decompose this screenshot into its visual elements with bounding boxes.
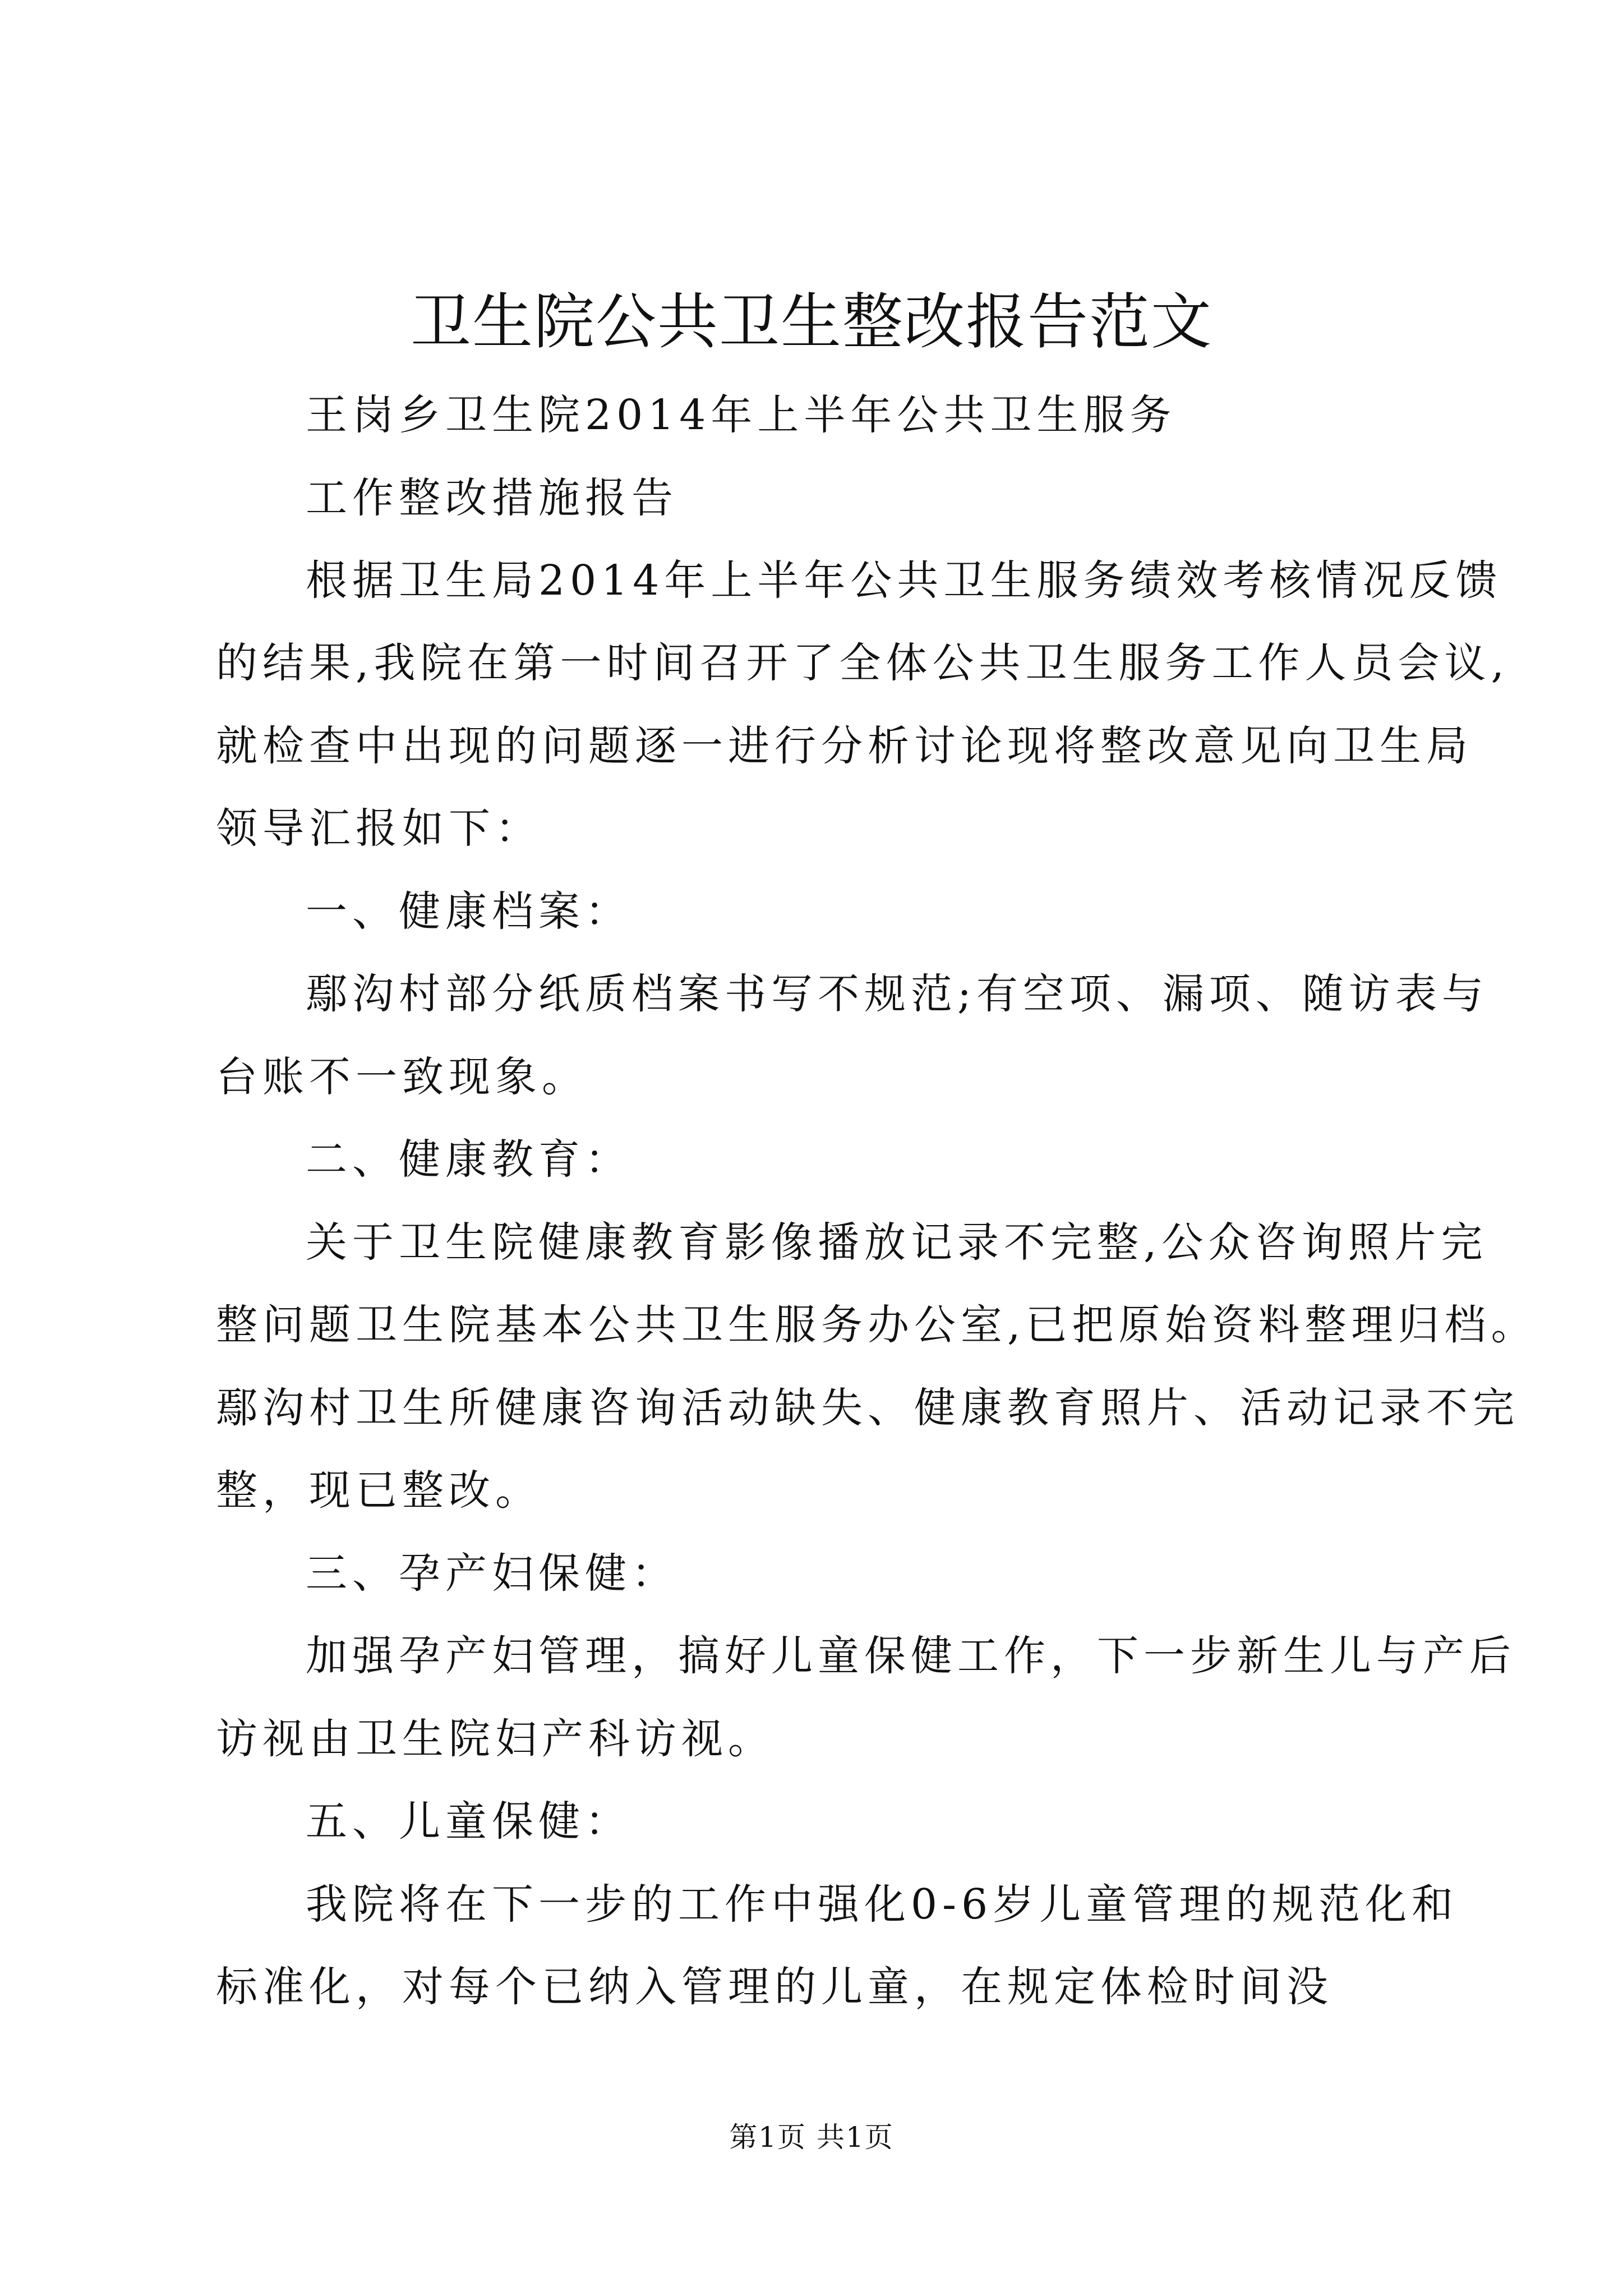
body-line: 标准化，对每个已纳入管理的儿童，在规定体检时间没 (216, 1963, 1333, 2011)
body-line: 鄢沟村卫生所健康咨询活动缺失、健康教育照片、活动记录不完 (216, 1384, 1519, 1432)
body-line: 王岗乡卫生院2014年上半年公共卫生服务 (306, 391, 1177, 439)
section-heading: 三、孕产妇保健： (306, 1549, 678, 1598)
document-title: 卫生院公共卫生整改报告范文 (410, 287, 1212, 357)
body-line: 就检查中出现的问题逐一进行分析讨论现将整改意见向卫生局 (216, 722, 1473, 770)
body-line: 整，现已整改。 (216, 1466, 542, 1515)
section-heading: 五、儿童保健： (306, 1797, 631, 1846)
body-line: 访视由卫生院妇产科访视。 (216, 1715, 774, 1763)
section-heading: 一、健康档案： (306, 887, 631, 936)
body-line: 根据卫生局2014年上半年公共卫生服务绩效考核情况反馈 (306, 556, 1502, 605)
body-line: 关于卫生院健康教育影像播放记录不完整,公众咨询照片完 (306, 1218, 1488, 1267)
body-line: 台账不一致现象。 (216, 1053, 588, 1101)
body-line: 领导汇报如下： (216, 804, 542, 853)
body-line: 整问题卫生院基本公共卫生服务办公室,已把原始资料整理归档。 (216, 1301, 1538, 1349)
body-line: 我院将在下一步的工作中强化0-6岁儿童管理的规范化和 (306, 1880, 1459, 1929)
section-heading: 二、健康教育： (306, 1135, 631, 1184)
body-line: 的结果,我院在第一时间召开了全体公共卫生服务工作人员会议, (216, 639, 1510, 687)
page-footer: 第1页 共1页 (729, 2121, 894, 2154)
body-line: 加强孕产妇管理，搞好儿童保健工作，下一步新生儿与产后 (306, 1632, 1516, 1680)
body-line: 鄢沟村部分纸质档案书写不规范;有空项、漏项、随访表与 (306, 970, 1488, 1018)
body-line: 工作整改措施报告 (306, 474, 678, 522)
